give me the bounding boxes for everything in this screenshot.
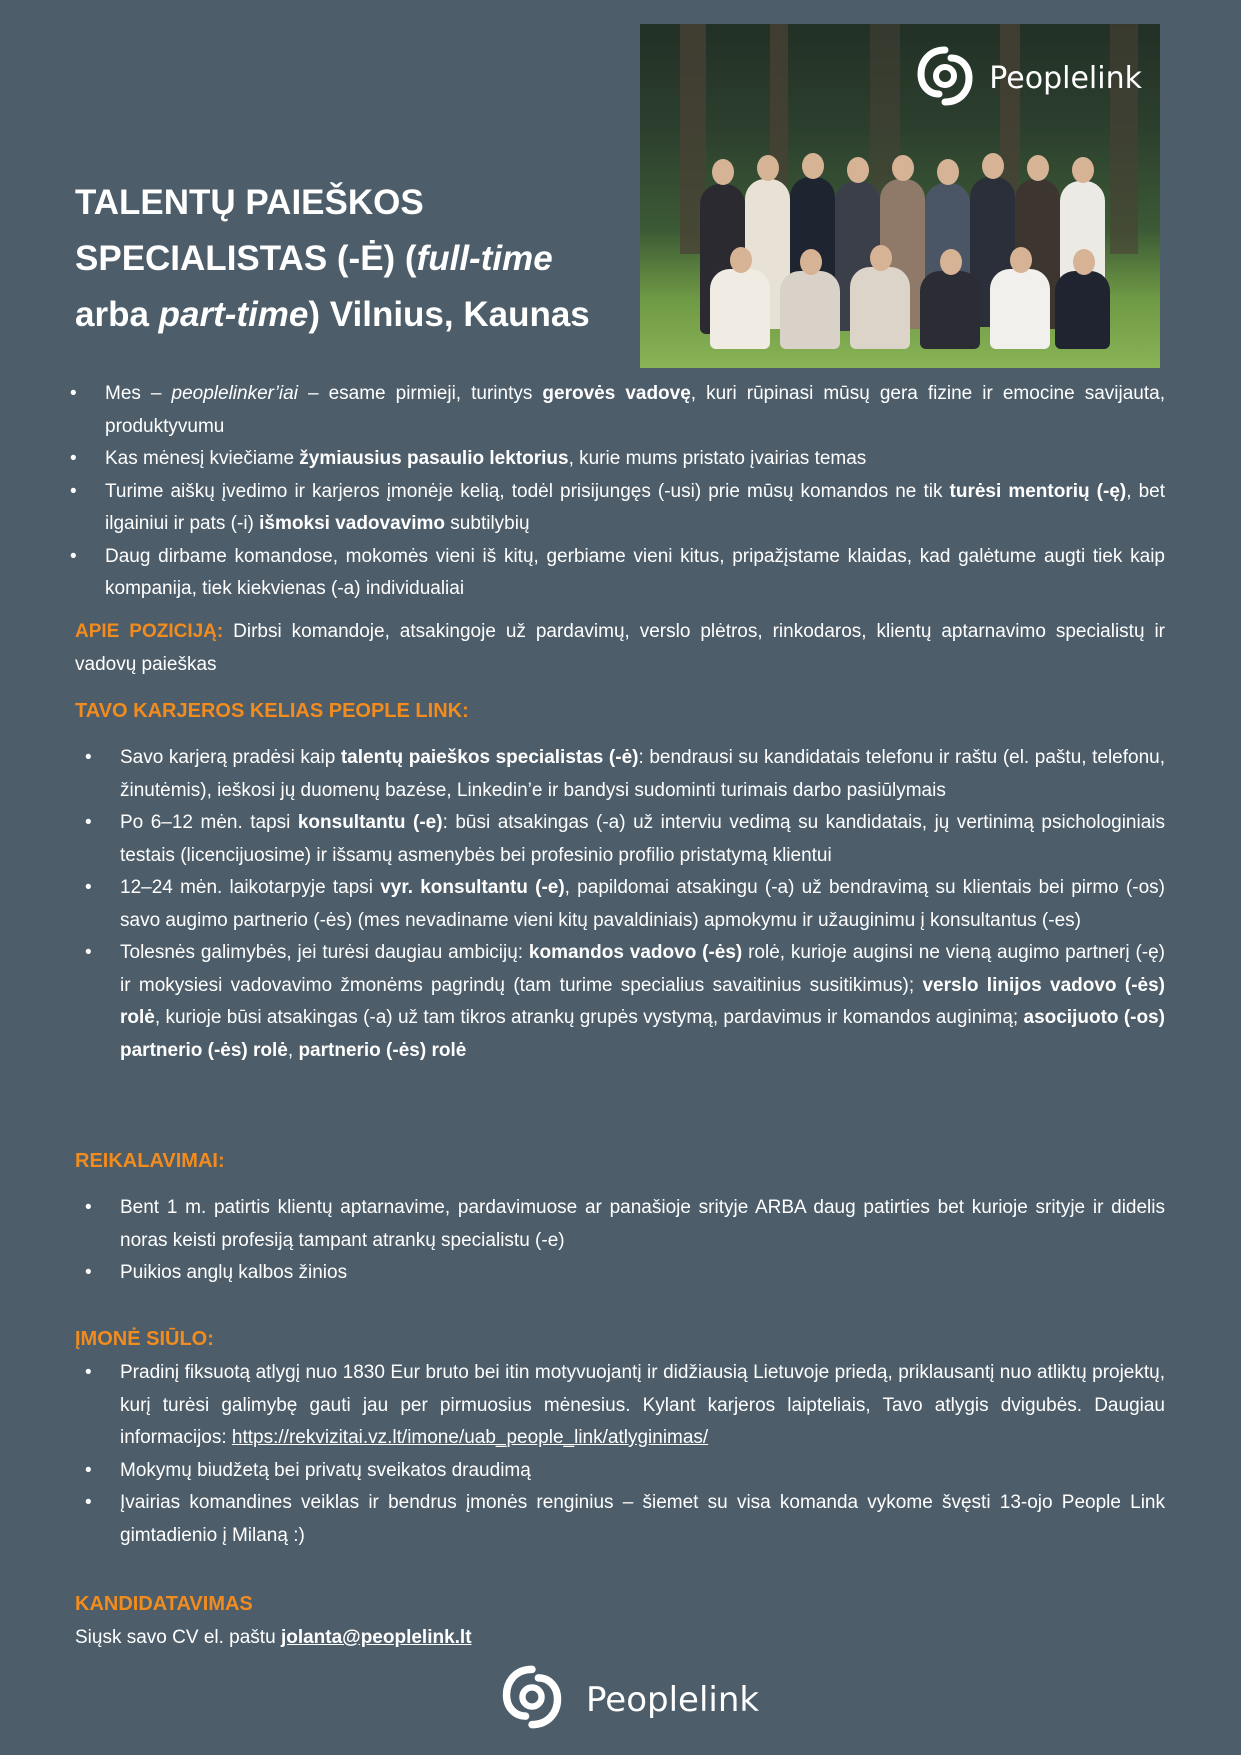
career-heading: TAVO KARJEROS KELIAS PEOPLE LINK:: [75, 700, 469, 722]
footer-brand-name: Peoplelink: [586, 1679, 760, 1720]
list-item: • Bent 1 m. patirtis klientų aptarnavime, pardavimuose ar panašioje srityje ARBA daug patirties bet kurioje srityje ir didelis noras keisti profesiją tampant atrankų specialistu (-e): [120, 1192, 1165, 1257]
salary-link[interactable]: https://rekvizitai.vz.lt/imone/uab_people_link/atlyginimas/: [231, 1427, 709, 1448]
peoplelink-logo-icon: [915, 44, 975, 113]
job-title-parttime: part-time: [158, 295, 309, 334]
job-title: [75, 175, 635, 343]
career-list: [120, 742, 1165, 1067]
photo-brand-name: Peoplelink: [989, 61, 1142, 96]
offer-heading: ĮMONĖ SIŪLO:: [75, 1328, 214, 1350]
intro-list: [105, 378, 1165, 606]
team-group: [690, 159, 1110, 359]
job-title-line1: TALENTŲ PAIEŠKOS: [75, 183, 424, 222]
job-title-fulltime: full-time: [416, 239, 553, 278]
job-title-line3-prefix: arba: [75, 295, 159, 334]
peoplelink-logo-icon: [500, 1663, 564, 1736]
offer-list: [120, 1357, 1165, 1552]
job-title-location: ) Vilnius, Kaunas: [308, 295, 590, 334]
list-item: • Daug dirbame komandose, mokomės vieni iš kitų, gerbiame vieni kitus, pripažįstame klaidas, kad galėtume augti tiek kaip kompanija, tiek kiekvienas (-a) individualiai: [105, 541, 1165, 606]
list-item: • Įvairias komandines veiklas ir bendrus įmonės renginius – šiemet su visa komanda vykome švęsti 13-ojo People Link gimtadienio į Milaną :): [120, 1487, 1165, 1552]
list-item: • Savo karjerą pradėsi kaip talentų paieškos specialistas (-ė): bendrausi su kandidatais telefonu ir raštu (el. paštu, telefonu, žinutėmis), ieškosi jų duomenų bazėse, Linkedin’e ir bandysi sudominti turimais darbo pasiūlymais: [120, 742, 1165, 807]
apply-text: Siųsk savo CV el. paštu jolanta@peoplelink.lt: [75, 1627, 472, 1648]
team-photo: [640, 24, 1160, 368]
about-position-label: APIE POZICIJĄ:: [75, 621, 224, 642]
list-item: • Mokymų biudžetą bei privatų sveikatos draudimą: [120, 1455, 1165, 1488]
requirements-heading: REIKALAVIMAI:: [75, 1150, 225, 1172]
about-position: [75, 616, 1165, 681]
list-item: • Po 6–12 mėn. tapsi konsultantu (-e): būsi atsakingas (-a) už interviu vedimą su kandidatais, jų vertinimą psichologiniais testais (licencijuosime) ir išsamų asmenybės bei profesinio profilio pristatymą klientui: [120, 807, 1165, 872]
list-item: • Puikios anglų kalbos žinios: [120, 1257, 1165, 1290]
list-item: • Mes – peoplelinker’iai – esame pirmieji, turintys gerovės vadovę, kuri rūpinasi mūsų gera fizine ir emocine savijauta, produktyvumu: [105, 378, 1165, 443]
job-title-line2: SPECIALISTAS (-Ė) (: [75, 239, 417, 278]
about-position-text: Dirbsi komandoje, atsakingoje už pardavimų, verslo plėtros, rinkodaros, klientų aptarnavimo specialistų ir vadovų paieškas: [75, 621, 1166, 675]
list-item: • Pradinį fiksuotą atlygį nuo 1830 Eur bruto bei itin motyvuojantį ir didžiausią Lietuvoje priedą, priklausantį nuo atliktų projektų, kurį turėsi galimybę gauti jau per pirmuosius mėnesius. Kylant karjeros laipteliais, Tavo atlygis dvigubės. Daugiau informacijos: https://rekvizitai.vz.lt/imone/uab_people_link/atlyginimas/: [120, 1357, 1165, 1455]
list-item: • Tolesnės galimybės, jei turėsi daugiau ambicijų: komandos vadovo (-ės) rolė, kurioje auginsi ne vieną augimo partnerį (-ę) ir mokysiesi vadovavimo žmonėms pagrindų (tam turime specialius savaitinius susitikimus); verslo linijos vadovo (-ės) rolė, kurioje būsi atsakingas (-a) už tam tikros atrankų grupės vystymą, pardavimus ir komandos auginimą; asocijuoto (-os) partnerio (-ės) rolė, partnerio (-ės) rolė: [120, 937, 1165, 1067]
apply-heading: KANDIDATAVIMAS: [75, 1593, 253, 1615]
list-item: • Kas mėnesį kviečiame žymiausius pasaulio lektorius, kurie mums pristato įvairias temas: [105, 443, 1165, 476]
requirements-list: [120, 1192, 1165, 1290]
photo-brand-logo: [915, 44, 1142, 113]
list-item: • 12–24 mėn. laikotarpyje tapsi vyr. konsultantu (-e), papildomai atsakingu (-a) už bendravimą su klientais bei pirmo (-os) savo augimo partnerio (-ės) (mes nevadiname vieni kitų pavaldiniais) apmokymu ir užauginimu į konsultantus (-es): [120, 872, 1165, 937]
apply-email-link[interactable]: jolanta@peoplelink.lt: [280, 1627, 472, 1648]
footer-brand-logo: [500, 1663, 759, 1736]
list-item: • Turime aiškų įvedimo ir karjeros įmonėje kelią, todėl prisijungęs (-usi) prie mūsų komandos ne tik turėsi mentorių (-ę), bet ilgainiui ir pats (-i) išmoksi vadovavimo subtilybių: [105, 476, 1165, 541]
